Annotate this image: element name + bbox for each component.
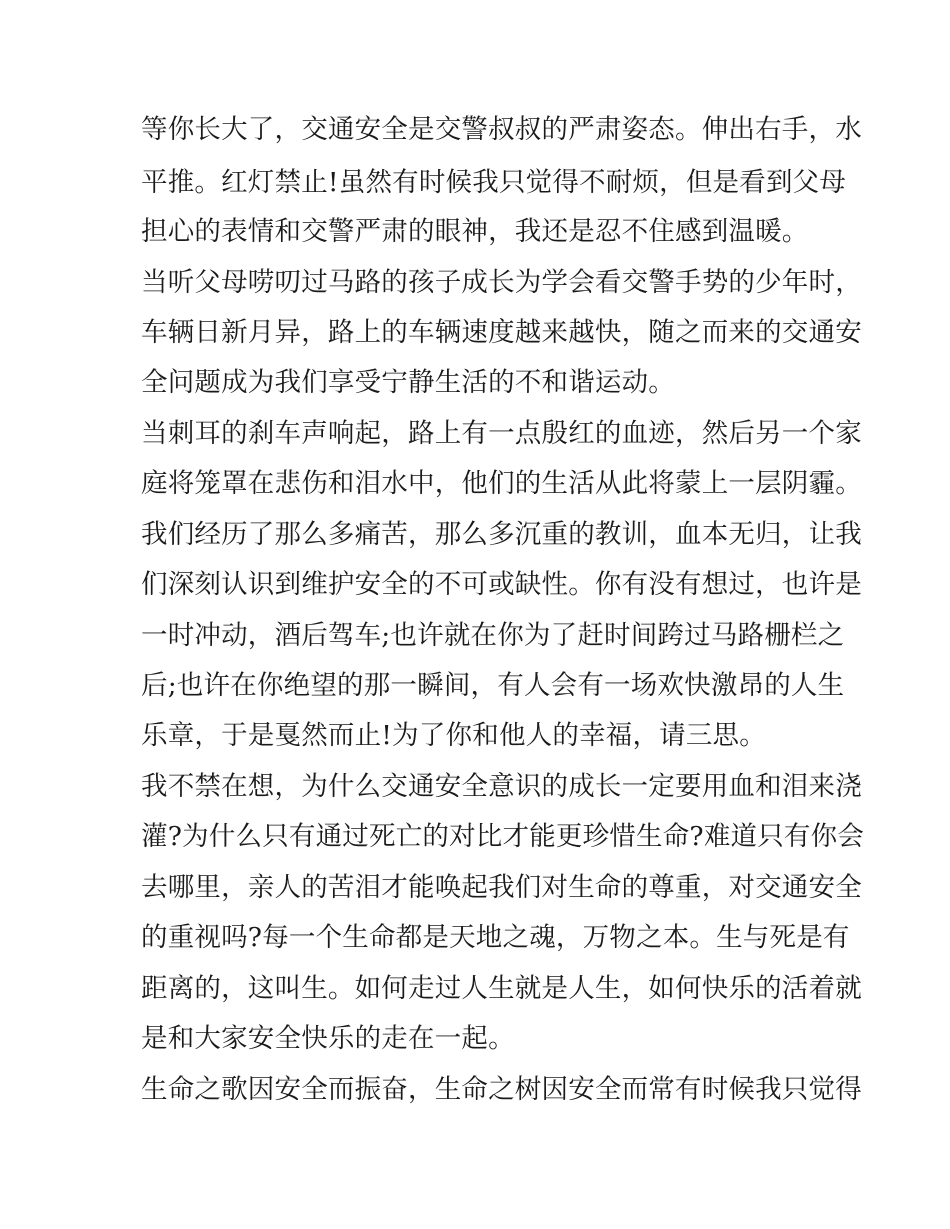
text-line: 灌?为什么只有通过死亡的对比才能更珍惜生命?难道只有你会 <box>141 821 865 852</box>
text-line: 全问题成为我们享受宁静生活的不和谐运动。 <box>141 367 675 398</box>
text-line: 我们经历了那么多痛苦，那么多沉重的教训，血本无归，让我 <box>141 519 862 550</box>
text-line: 们深刻认识到维护安全的不可或缺性。你有没有想过，也许是 <box>141 569 862 600</box>
text-line: 车辆日新月异，路上的车辆速度越来越快，随之而来的交通安 <box>141 317 862 348</box>
text-line: 担心的表情和交警严肃的眼神，我还是忍不住感到温暖。 <box>141 216 809 247</box>
text-line: 庭将笼罩在悲伤和泪水中，他们的生活从此将蒙上一层阴霾。 <box>141 468 862 499</box>
text-line: 乐章，于是戛然而止!为了你和他人的幸福，请三思。 <box>141 720 766 751</box>
text-line: 的重视吗?每一个生命都是天地之魂，万物之本。生与死是有 <box>141 922 850 953</box>
text-line: 去哪里，亲人的苦泪才能唤起我们对生命的尊重，对交通安全 <box>141 872 862 903</box>
text-line: 当刺耳的刹车声响起，路上有一点殷红的血迹，然后另一个家 <box>141 418 862 449</box>
text-line: 平推。红灯禁止!虽然有时候我只觉得不耐烦，但是看到父母 <box>141 167 847 198</box>
text-line: 当听父母唠叨过马路的孩子成长为学会看交警手势的少年时， <box>141 267 862 298</box>
text-line: 等你长大了，交通安全是交警叔叔的严肃姿态。伸出右手，水 <box>141 114 862 145</box>
text-line: 距离的，这叫生。如何走过人生就是人生，如何快乐的活着就 <box>141 973 862 1004</box>
text-line: 后;也许在你绝望的那一瞬间，有人会有一场欢快激昂的人生 <box>141 670 845 701</box>
text-line: 是和大家安全快乐的走在一起。 <box>141 1023 515 1054</box>
text-line: 生命之歌因安全而振奋，生命之树因安全而常有时候我只觉得 <box>141 1074 862 1105</box>
text-line: 我不禁在想，为什么交通安全意识的成长一定要用血和泪来浇 <box>141 771 862 802</box>
text-line: 一时冲动，酒后驾车;也许就在你为了赶时间跨过马路栅栏之 <box>141 620 845 651</box>
